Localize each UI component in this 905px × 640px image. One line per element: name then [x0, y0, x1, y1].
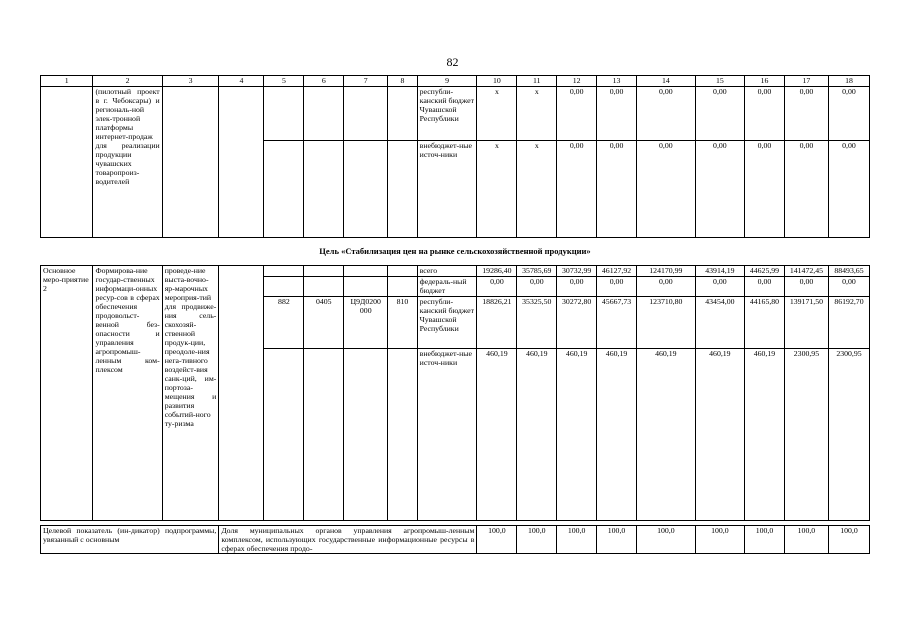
budget-table [40, 75, 870, 554]
value-cell: 100,0 [828, 526, 869, 554]
value-cell: 460,19 [745, 349, 785, 521]
value-cell: 0,00 [784, 277, 828, 297]
header-cell: 10 [477, 76, 517, 87]
value-cell: 0,00 [828, 277, 869, 297]
value-cell: 2300,95 [784, 349, 828, 521]
event-label-cell: Основное меро-приятие 2 [41, 266, 93, 521]
cell [304, 87, 344, 141]
cell [162, 87, 219, 238]
header-cell: 16 [745, 76, 785, 87]
value-cell: 460,19 [557, 349, 597, 521]
table-row [41, 266, 870, 277]
source-cell: внебюджет-ные источ-ники [417, 141, 477, 238]
source-cell: республи-канский бюджет Чувашской Республики [417, 87, 477, 141]
cell [264, 277, 304, 297]
cell [388, 349, 417, 521]
value-cell: 35325,50 [517, 297, 557, 349]
cell [304, 277, 344, 297]
cell [344, 141, 388, 238]
value-cell: 0,00 [517, 277, 557, 297]
value-cell: 2300,95 [828, 349, 869, 521]
value-cell: 0,00 [695, 277, 744, 297]
value-cell: 124170,99 [636, 266, 695, 277]
cell [388, 87, 417, 141]
cell [344, 87, 388, 141]
header-cell: 11 [517, 76, 557, 87]
cell [388, 277, 417, 297]
value-cell: 30272,80 [557, 297, 597, 349]
header-cell: 6 [304, 76, 344, 87]
header-cell: 15 [695, 76, 744, 87]
code-cell: 0405 [304, 297, 344, 349]
header-cell: 7 [344, 76, 388, 87]
value-cell: 460,19 [597, 349, 637, 521]
value-cell: 0,00 [784, 87, 828, 141]
event-desc-cell: проведе-ние выста-вочно-яр-марочных мероприя-тий для продвиже-ния сель-скохозяй-ственной продук-ции, преодоле-ния нега-тивного воздейст-вия санк-ций, им-портоза-мещения и развития событий-ного ту-ризма [162, 266, 219, 521]
cell [304, 266, 344, 277]
value-cell: 100,0 [695, 526, 744, 554]
value-cell: 19286,40 [477, 266, 517, 277]
value-cell: 100,0 [517, 526, 557, 554]
value-cell: 44625,99 [745, 266, 785, 277]
cell [264, 87, 304, 141]
value-cell: x [477, 141, 517, 238]
value-cell: 100,0 [477, 526, 517, 554]
value-cell: 0,00 [597, 87, 637, 141]
value-cell: 460,19 [477, 349, 517, 521]
value-cell: 86192,70 [828, 297, 869, 349]
cell [344, 349, 388, 521]
value-cell: 460,19 [636, 349, 695, 521]
goal-title: Цель «Стабилизация цен на рынке сельскохозяйственной продукции» [41, 238, 870, 266]
header-cell: 4 [219, 76, 264, 87]
cell [219, 87, 264, 238]
indicator-text-cell: Доля муниципальных органов управления агропромыш-ленным комплексом, использующих государственные информационные ресурсы в сферах обеспечения продо- [219, 526, 477, 554]
source-cell: республи-канский бюджет Чувашской Республики [417, 297, 477, 349]
value-cell: 0,00 [828, 141, 869, 238]
event-name-cell: (пилотный проект в г. Чебоксары) и региональ-ной элек-тронной платформы интернет-продаж для реализации продукции чувашских товаропроиз-водителей [93, 87, 162, 238]
event-name-cell: Формирова-ние государ-ственных информаци-онных ресур-сов в сферах обеспечения продовольст-венной без-опасности и управления агропромыш-ленным ком-плексом [93, 266, 162, 521]
value-cell: 139171,50 [784, 297, 828, 349]
header-cell: 9 [417, 76, 477, 87]
cell [264, 266, 304, 277]
value-cell: 123710,80 [636, 297, 695, 349]
header-row [41, 76, 870, 87]
header-cell: 13 [597, 76, 637, 87]
header-cell: 3 [162, 76, 219, 87]
header-cell: 1 [41, 76, 93, 87]
value-cell: 100,0 [636, 526, 695, 554]
value-cell: 460,19 [695, 349, 744, 521]
cell [41, 87, 93, 238]
value-cell: 0,00 [557, 87, 597, 141]
cell [264, 141, 304, 238]
value-cell: 44165,80 [745, 297, 785, 349]
cell [388, 266, 417, 277]
code-cell: Ц9Д0200 000 [344, 297, 388, 349]
value-cell: 0,00 [784, 141, 828, 238]
header-cell: 2 [93, 76, 162, 87]
cell [344, 277, 388, 297]
value-cell: 0,00 [557, 277, 597, 297]
value-cell: 100,0 [597, 526, 637, 554]
value-cell: 46127,92 [597, 266, 637, 277]
source-cell: всего [417, 266, 477, 277]
value-cell: 141472,45 [784, 266, 828, 277]
value-cell: 0,00 [636, 141, 695, 238]
value-cell: x [517, 87, 557, 141]
value-cell: x [477, 87, 517, 141]
value-cell: x [517, 141, 557, 238]
page-number: 82 [446, 55, 459, 69]
indicator-label-cell: Целевой показатель (ин-дикатор) подпрограммы, увязанный с основным [41, 526, 219, 554]
header-cell: 17 [784, 76, 828, 87]
header-cell: 14 [636, 76, 695, 87]
value-cell: 0,00 [557, 141, 597, 238]
value-cell: 35785,69 [517, 266, 557, 277]
header-cell: 12 [557, 76, 597, 87]
cell [264, 349, 304, 521]
value-cell: 100,0 [557, 526, 597, 554]
cell [219, 266, 264, 521]
value-cell: 0,00 [695, 141, 744, 238]
value-cell: 0,00 [636, 277, 695, 297]
value-cell: 88493,65 [828, 266, 869, 277]
value-cell: 43914,19 [695, 266, 744, 277]
table-row [41, 87, 870, 141]
value-cell: 100,0 [784, 526, 828, 554]
value-cell: 0,00 [597, 277, 637, 297]
value-cell: 18826,21 [477, 297, 517, 349]
value-cell: 0,00 [477, 277, 517, 297]
source-cell: внебюджет-ные источ-ники [417, 349, 477, 521]
cell [388, 141, 417, 238]
table-row [41, 526, 870, 554]
source-cell: федераль-ный бюджет [417, 277, 477, 297]
value-cell: 45667,73 [597, 297, 637, 349]
code-cell: 810 [388, 297, 417, 349]
header-cell: 5 [264, 76, 304, 87]
value-cell: 460,19 [517, 349, 557, 521]
value-cell: 30732,99 [557, 266, 597, 277]
value-cell: 0,00 [597, 141, 637, 238]
value-cell: 0,00 [745, 141, 785, 238]
value-cell: 0,00 [745, 277, 785, 297]
cell [304, 349, 344, 521]
value-cell: 43454,00 [695, 297, 744, 349]
value-cell: 0,00 [745, 87, 785, 141]
value-cell: 100,0 [745, 526, 785, 554]
code-cell: 882 [264, 297, 304, 349]
value-cell: 0,00 [828, 87, 869, 141]
value-cell: 0,00 [695, 87, 744, 141]
cell [344, 266, 388, 277]
goal-row [41, 238, 870, 266]
value-cell: 0,00 [636, 87, 695, 141]
cell [304, 141, 344, 238]
header-cell: 18 [828, 76, 869, 87]
header-cell: 8 [388, 76, 417, 87]
